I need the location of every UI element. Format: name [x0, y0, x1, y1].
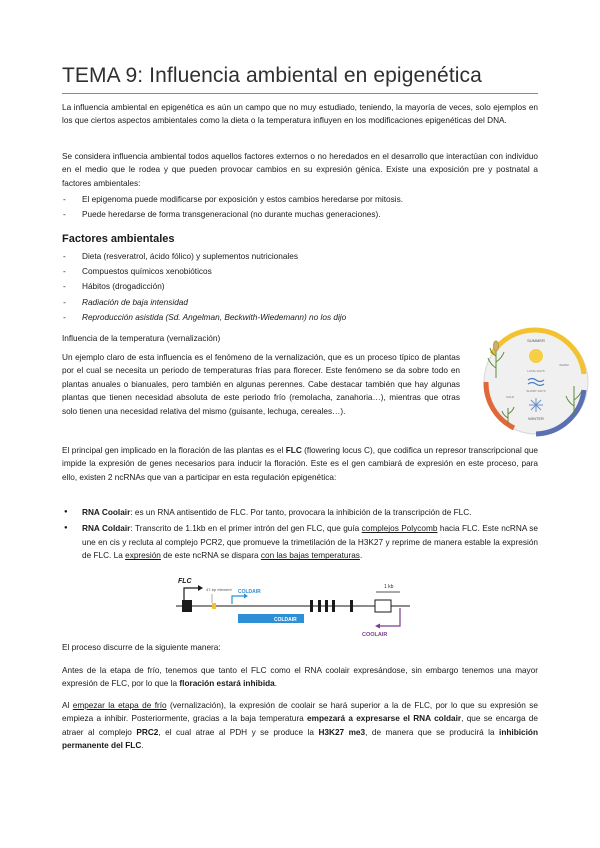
text-run: Al [62, 701, 73, 710]
ncrna-list [62, 506, 538, 563]
element-label: 47-bp element [206, 587, 232, 592]
exon-1 [182, 600, 192, 612]
flc-term: FLC [285, 446, 302, 455]
text-run: El principal gen implicado en la floración de las plantas es el [62, 446, 286, 455]
flc-arrowhead-icon [198, 585, 203, 591]
text-run: . [274, 679, 278, 689]
title-divider [62, 93, 538, 94]
text-run: hacia FLC. Este ncRNA se une en cis y recluta al complejo PCR2, que promueve la trimetilación de la H3K27 y reprime de manera estable la expresión de FLC. La [82, 524, 538, 561]
list-item: - Hábitos (drogadicción) [62, 279, 538, 294]
bold-term: empezará a expresarse el RNA coldair [307, 714, 462, 724]
list-item: - Puede heredarse de forma transgeneracional (no durante muchas generaciones). [62, 207, 538, 222]
warm-label: WARM [559, 363, 569, 367]
text-run: , el cual atrae al PDH y se produce la [158, 727, 319, 737]
coldair-label: COLDAIR [238, 589, 261, 595]
underlined-term: empezar la etapa de frío [72, 701, 167, 710]
text-run: , que se encarga de atraer al complejo [62, 714, 538, 737]
element-box [212, 603, 216, 609]
bold-term: floración estará inhibida [179, 679, 275, 689]
text-run: : es un RNA antisentido de FLC. Por tanto, provocara la inhibición de la transcripción de FLC. [130, 508, 472, 517]
snowflake-icon [529, 398, 543, 412]
intro-paragraph-2: Se considera influencia ambiental todos aquellos factores externos o no heredados en el desarrollo que interactúan con individuo en el medio que le rodea y que pueden provocar cambios en su expresión génica. Existe una exposición pre y postnatal a factores ambientales: [62, 152, 538, 188]
text-run: de este ncRNA se dispara [160, 551, 261, 561]
winter-label: WINTER [528, 416, 544, 421]
text-run: . [141, 741, 144, 751]
temperatura-paragraph-2 [62, 444, 538, 484]
exon [310, 600, 313, 612]
title-text: : Influencia ambiental en epigenética [137, 64, 482, 87]
list-item: - El epigenoma puede modificarse por exposición y estos cambios heredarse por mitosis. [62, 192, 538, 207]
coldair-term: RNA Coldair [82, 524, 131, 534]
sun-icon [529, 349, 543, 363]
exon [332, 600, 335, 612]
list-item-coldair [62, 522, 538, 562]
coolair-term: RNA Coolair [82, 508, 131, 517]
exon [318, 600, 321, 612]
factores-list [62, 249, 538, 325]
intro-list [62, 192, 538, 222]
list-item-coolair [62, 506, 538, 519]
text-run: , de manera que se producirá la [365, 727, 500, 737]
summer-label: SUMMER [527, 338, 545, 343]
bold-term: PRC2 [136, 727, 159, 737]
text-run: (flowering locus C), que codifica un represor transcripcional que impide la expresión de genes necesarios para inducir la floración. Este es el gen cambiará de expresión en este proceso, para ello, existen 2 ncRNAs que van a participar en esta regulación epigenética: [62, 446, 538, 482]
exon-last [375, 600, 391, 612]
bold-term: inhibición permanente del FLC [62, 727, 538, 751]
vernalization-cycle-figure [474, 320, 598, 444]
exon [350, 600, 353, 612]
coolair-arrowhead-icon [375, 624, 380, 629]
text-run: . [359, 551, 363, 561]
list-item: - Dieta (resveratrol, ácido fólico) y suplementos nutricionales [62, 249, 538, 264]
underlined-term: expresión [125, 551, 161, 561]
proceso-paragraph-1 [62, 664, 538, 691]
cold-label: COLD [505, 395, 515, 399]
underlined-term: complejos Polycomb [361, 524, 438, 534]
text-run: : Transcrito de 1.1kb en el primer intrón del gen FLC, que guía [130, 524, 362, 534]
bold-term: H3K27 me3 [318, 727, 366, 737]
coldair-arrow [232, 596, 244, 604]
short-days-label: SHORT DAYS [526, 389, 546, 393]
scale-label: 1 kb [384, 584, 394, 590]
subheading-temperatura: Influencia de la temperatura (vernalización) [62, 334, 221, 343]
exon [325, 600, 328, 612]
coldair-box-label: COLDAIR [274, 617, 297, 623]
page-title [62, 64, 542, 88]
text-run: Antes de la etapa de frío, tenemos que tanto el FLC como el RNA coolair expresándose, sin embargo tenemos una mayor expresión de FLC, por lo que la [62, 666, 538, 689]
proceso-paragraph-2 [62, 699, 538, 753]
list-item: - Reproducción asistida (Sd. Angelman, Beckwith-Wiedemann) no los dijo [62, 310, 538, 325]
temperatura-paragraph-1: Un ejemplo claro de esta influencia es el fenómeno de la vernalización, que es un proceso típico de plantas por el cual se necesita un periodo de temperaturas frías para florecer. Este fenómeno se da sobre todo en plantas anuales o bianuales, pero también en algunas perennes. Cabe destacar también que hay algunas plantas que tienen necesidad absoluta de este periodo frío (remolacha, zanahoria…), mientras que otras solo tienen una necesidad relativa del mismo (guisante, lechuga, cereales…). [62, 353, 460, 416]
underlined-term: con las bajas temperaturas [260, 551, 360, 561]
list-item: - Radiación de baja intensidad [62, 295, 538, 310]
intro-paragraph-1: La influencia ambiental en epigenética es aún un campo que no muy estudiado, teniendo, la mayoría de veces, solo ejemplos en los que ciertos aspectos ambientales como la dieta o la temperatura influyen en los modificaciones epigenéticas del DNA. [62, 103, 538, 126]
flc-gene-diagram [172, 574, 418, 648]
flc-label: FLC [178, 578, 192, 585]
list-item: - Compuestos químicos xenobióticos [62, 264, 538, 279]
coolair-label: COOLAIR [362, 632, 388, 638]
section-heading-factores: Factores ambientales [62, 233, 175, 245]
title-prefix: TEMA 9 [62, 64, 138, 87]
text-run: (vernalización), la expresión de coolair se hará superior a la de FLC, por lo que su expresión se empieza a inhibir. Posteriormente, gracias a la baja temperatura [62, 701, 538, 724]
proceso-intro: El proceso discurre de la siguiente manera: [62, 643, 221, 652]
long-days-label: LONG DAYS [527, 369, 545, 373]
